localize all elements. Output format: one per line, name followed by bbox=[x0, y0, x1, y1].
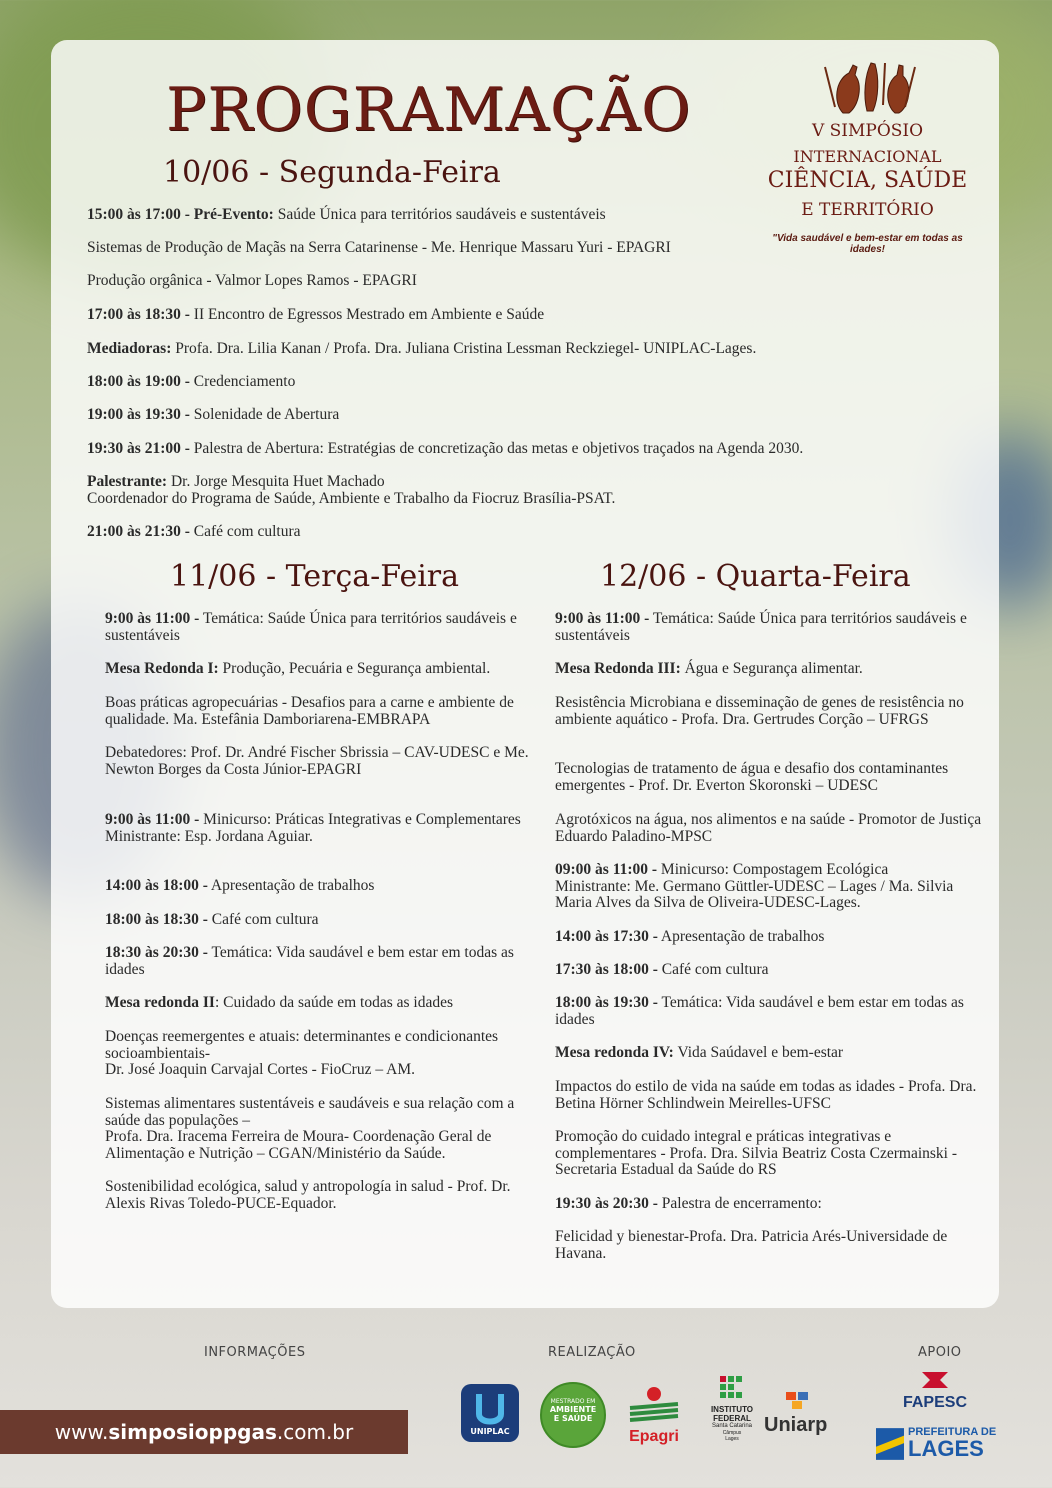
item-text: Debatedores: Prof. Dr. André Fischer Sbrissia – CAV-UDESC e Me. Newton Borges da Costa Júnior-EPAGRI bbox=[105, 744, 529, 778]
item-text: Apresentação de trabalhos bbox=[657, 928, 825, 945]
day1-item bbox=[87, 273, 957, 290]
item-text: Saúde Única para territórios saudáveis e sustentáveis bbox=[273, 206, 606, 223]
item-text-line2: Coordenador do Programa de Saúde, Ambiente e Trabalho da Fiocruz Brasília-PSAT. bbox=[87, 489, 616, 507]
item-time-label: 9:00 às 11:00 - bbox=[105, 610, 200, 627]
item-time-label: Mesa Redonda I: bbox=[105, 660, 219, 677]
realizacao-label: REALIZAÇÃO bbox=[548, 1345, 636, 1360]
day1-item bbox=[87, 341, 957, 358]
item-text: Doenças reemergentes e atuais: determinantes e condicionantes socioambientais- bbox=[105, 1028, 499, 1062]
item-time-label: 09:00 às 11:00 - bbox=[555, 861, 658, 878]
day2-item bbox=[105, 1096, 545, 1162]
item-text: Apresentação de trabalhos bbox=[207, 877, 375, 894]
item-time-label: Mesa Redonda III: bbox=[555, 660, 681, 677]
day1-item bbox=[87, 441, 957, 458]
fapesc-label: FAPESC bbox=[902, 1394, 967, 1411]
day1-item bbox=[87, 207, 957, 224]
uniarp-logo bbox=[764, 1392, 836, 1442]
item-time-label: 14:00 às 18:00 - bbox=[105, 877, 208, 894]
site-suffix: .com.br bbox=[276, 1420, 354, 1444]
bottles-icon bbox=[805, 55, 935, 115]
apoio-label: APOIO bbox=[918, 1345, 962, 1360]
day3-title: 12/06 - Quarta-Feira bbox=[600, 559, 911, 594]
ifsc-line-5: Lages bbox=[725, 1436, 739, 1442]
day2-item bbox=[105, 1179, 545, 1212]
item-time-label: 19:30 às 20:30 - bbox=[555, 1195, 658, 1212]
logo-line-3: CIÊNCIA, SAÚDE bbox=[767, 168, 968, 193]
item-text: Água e Segurança alimentar. bbox=[680, 660, 863, 677]
day3-item bbox=[555, 1196, 987, 1213]
item-time-label: 19:30 às 21:00 - bbox=[87, 440, 190, 457]
ifsc-line-1: INSTITUTO bbox=[710, 1405, 754, 1414]
day3-item bbox=[555, 1129, 987, 1179]
item-text: Temática: Saúde Única para territórios saudáveis e sustentáveis bbox=[105, 610, 517, 644]
item-text: Café com cultura bbox=[657, 961, 769, 978]
fapesc-mark-icon bbox=[920, 1370, 950, 1390]
day2-title: 11/06 - Terça-Feira bbox=[170, 559, 460, 594]
day2-item bbox=[105, 745, 545, 778]
day2-item bbox=[105, 611, 545, 644]
mestrado-line-3: E SAÚDE bbox=[553, 1414, 593, 1423]
day3-item bbox=[555, 761, 987, 794]
day1-item bbox=[87, 374, 957, 391]
item-text-line2: Profa. Dra. Iracema Ferreira de Moura- Coordenação Geral de Alimentação e Nutrição – CGAN/Ministério da Saúde. bbox=[105, 1128, 492, 1162]
logo-line-1: V SIMPÓSIO bbox=[811, 121, 924, 141]
page-title: PROGRAMAÇÃO bbox=[166, 75, 692, 145]
item-text: Café com cultura bbox=[207, 911, 319, 928]
day3-item bbox=[555, 611, 987, 644]
day1-item bbox=[87, 474, 957, 507]
item-text: Sistemas alimentares sustentáveis e saudáveis e sua relação com a saúde das populações – bbox=[105, 1095, 515, 1129]
day2-item bbox=[105, 695, 545, 728]
item-time-label: 9:00 às 11:00 - bbox=[555, 610, 650, 627]
item-text: Dr. Jorge Mesquita Huet Machado bbox=[167, 473, 385, 490]
item-text: II Encontro de Egressos Mestrado em Ambiente e Saúde bbox=[189, 306, 545, 323]
day2-item bbox=[105, 661, 545, 678]
logo-line-4: E TERRITÓRIO bbox=[801, 200, 934, 220]
item-time-label: 18:00 às 18:30 - bbox=[105, 911, 208, 928]
item-text: Tecnologias de tratamento de água e desafio dos contaminantes emergentes - Prof. Dr. Everton Skoronski – UDESC bbox=[555, 760, 949, 794]
item-text: Profa. Dra. Lilia Kanan / Profa. Dra. Juliana Cristina Lessman Reckziegel- UNIPLAC-Lages. bbox=[171, 340, 757, 357]
ifsc-grid-icon bbox=[720, 1376, 744, 1400]
item-text: Resistência Microbiana e disseminação de genes de resistência no ambiente aquático - Profa. Dra. Gertrudes Corção – UFRGS bbox=[555, 694, 964, 728]
prefeitura-line-1: PREFEITURA DE bbox=[908, 1426, 997, 1438]
item-time-label: Mesa redonda IV: bbox=[555, 1044, 674, 1061]
item-text: Temática: Vida saudável e bem estar em todas as idades bbox=[105, 944, 514, 978]
day1-item bbox=[87, 240, 957, 257]
logo-tagline: "Vida saudável e bem-estar em todas as idades! bbox=[772, 233, 963, 255]
item-time-label: Palestrante: bbox=[87, 473, 168, 490]
website-link[interactable] bbox=[0, 1410, 408, 1454]
day2-item bbox=[105, 878, 545, 895]
prefeitura-lages-logo bbox=[876, 1424, 1002, 1464]
day3-item bbox=[555, 862, 987, 912]
item-text: Impactos do estilo de vida na saúde em todas as idades - Profa. Dra. Betina Hörner Schlindwein Meirelles-UFSC bbox=[555, 1078, 977, 1112]
item-text: Sistemas de Produção de Maçãs na Serra Catarinense - Me. Henrique Massaru Yuri - EPAGRI bbox=[87, 239, 671, 256]
ifsc-logo bbox=[702, 1376, 762, 1446]
day3-item bbox=[555, 812, 987, 845]
mestrado-logo bbox=[540, 1382, 606, 1448]
item-text: : Cuidado da saúde em todas as idades bbox=[214, 994, 453, 1011]
fapesc-logo bbox=[900, 1370, 970, 1410]
uniplac-logo bbox=[461, 1384, 519, 1442]
site-prefix: www. bbox=[54, 1420, 109, 1444]
day3-item bbox=[555, 661, 987, 678]
item-time-label: 19:00 às 19:30 - bbox=[87, 406, 190, 423]
epagri-mark-icon bbox=[624, 1384, 684, 1424]
uniplac-label: UNIPLAC bbox=[470, 1427, 510, 1436]
item-text: Produção, Pecuária e Segurança ambiental. bbox=[218, 660, 491, 677]
item-text: Boas práticas agropecuárias - Desafios para a carne e ambiente de qualidade. Ma. Estefânia Damboriarena-EMBRAPA bbox=[105, 694, 514, 728]
item-time-label: 17:30 às 18:00 - bbox=[555, 961, 658, 978]
epagri-logo bbox=[624, 1384, 684, 1444]
item-text-line2: Dr. José Joaquin Carvajal Cortes - FioCruz – AM. bbox=[105, 1061, 415, 1078]
lages-flag-icon bbox=[876, 1428, 904, 1460]
item-text: Solenidade de Abertura bbox=[189, 406, 340, 423]
item-text: Credenciamento bbox=[189, 373, 296, 390]
day1-item bbox=[87, 307, 957, 324]
item-text: Temática: Vida saudável e bem estar em todas as idades bbox=[555, 994, 964, 1028]
day2-item bbox=[105, 945, 545, 978]
uniarp-label: Uniarp bbox=[764, 1414, 828, 1436]
day2-item bbox=[105, 1029, 545, 1079]
day3-item bbox=[555, 1079, 987, 1112]
day1-title: 10/06 - Segunda-Feira bbox=[163, 155, 501, 190]
item-time-label: 18:00 às 19:00 - bbox=[87, 373, 190, 390]
mestrado-line-2: AMBIENTE bbox=[549, 1405, 597, 1414]
item-text-line2: Ministrante: Esp. Jordana Aguiar. bbox=[105, 827, 313, 845]
day3-item bbox=[555, 929, 987, 946]
item-text: Café com cultura bbox=[189, 523, 301, 540]
site-domain: simposioppgas bbox=[108, 1420, 277, 1444]
item-time-label: Mediadoras: bbox=[87, 340, 172, 357]
item-text-line2: Ministrante: Me. Germano Güttler-UDESC – Lages / Ma. Silvia Maria Alves da Silva de Oliveira-UDESC-Lages. bbox=[555, 877, 954, 911]
item-text: Produção orgânica - Valmor Lopes Ramos - EPAGRI bbox=[87, 272, 417, 289]
item-time-label: 18:30 às 20:30 - bbox=[105, 944, 208, 961]
symposium-logo bbox=[755, 55, 980, 255]
item-time-label: 15:00 às 17:00 - Pré-Evento: bbox=[87, 206, 274, 223]
day1-item bbox=[87, 407, 957, 424]
item-text: Vida Saúdavel e bem-estar bbox=[673, 1044, 844, 1061]
item-text: Felicidad y bienestar-Profa. Dra. Patricia Arés-Universidade de Havana. bbox=[555, 1228, 948, 1262]
day2-item bbox=[105, 995, 545, 1012]
item-time-label: 18:00 às 19:30 - bbox=[555, 994, 658, 1011]
item-text: Promoção do cuidado integral e práticas integrativas e complementares - Profa. Dra. Silvia Beatriz Costa Czermainski - Secretaria Estadual da Saúde do RS bbox=[555, 1128, 958, 1178]
item-text: Minicurso: Compostagem Ecológica bbox=[657, 861, 889, 878]
day3-item bbox=[555, 962, 987, 979]
day3-item bbox=[555, 1229, 987, 1262]
day3-item bbox=[555, 1045, 987, 1062]
mestrado-line-1: MESTRADO EM bbox=[550, 1398, 596, 1405]
item-text: Temática: Saúde Única para territórios saudáveis e sustentáveis bbox=[555, 610, 967, 644]
day3-item bbox=[555, 995, 987, 1028]
item-text: Agrotóxicos na água, nos alimentos e na saúde - Promotor de Justiça Eduardo Paladino-MPSC bbox=[555, 811, 982, 845]
item-time-label: 14:00 às 17:30 - bbox=[555, 928, 658, 945]
item-time-label: 21:00 às 21:30 - bbox=[87, 523, 190, 540]
ifsc-line-2: FEDERAL bbox=[713, 1414, 751, 1423]
day1-item bbox=[87, 524, 957, 541]
item-text: Palestra de Abertura: Estratégias de concretização das metas e objetivos traçados na Agenda 2030. bbox=[189, 440, 804, 457]
item-time-label: 9:00 às 11:00 - bbox=[105, 811, 200, 828]
ifsc-line-4: Câmpus bbox=[722, 1430, 742, 1436]
item-text: Palestra de encerramento: bbox=[657, 1195, 822, 1212]
item-time-label: 17:00 às 18:30 - bbox=[87, 306, 190, 323]
item-time-label: Mesa redonda II bbox=[105, 994, 215, 1011]
info-label: INFORMAÇÕES bbox=[204, 1345, 306, 1360]
logo-line-2: INTERNACIONAL bbox=[793, 147, 942, 166]
day2-item bbox=[105, 912, 545, 929]
day3-item bbox=[555, 695, 987, 728]
prefeitura-line-2: LAGES bbox=[908, 1436, 984, 1461]
ifsc-line-3: Santa Catarina bbox=[711, 1423, 753, 1429]
day2-item bbox=[105, 812, 545, 845]
uniarp-mark-icon bbox=[786, 1392, 816, 1410]
item-text: Sostenibilidad ecológica, salud y antropología in salud - Prof. Dr. Alexis Rivas Toledo-PUCE-Equador. bbox=[105, 1178, 511, 1212]
item-text: Minicurso: Práticas Integrativas e Complementares bbox=[199, 811, 521, 828]
epagri-label: Epagri bbox=[629, 1428, 679, 1445]
